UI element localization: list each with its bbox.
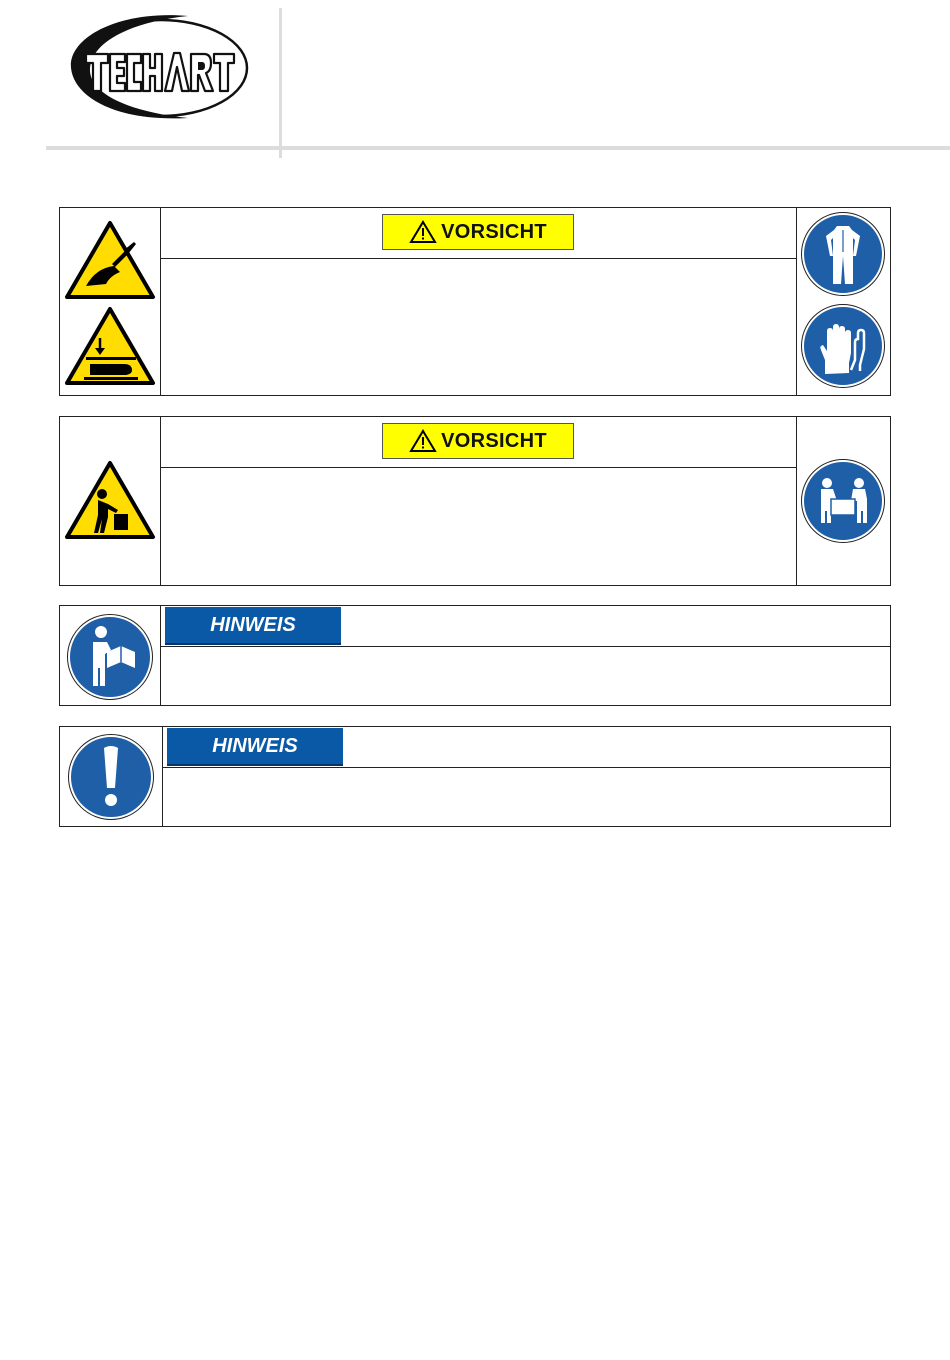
header-divider	[46, 146, 950, 150]
signal-word-text: VORSICHT	[441, 429, 547, 452]
notice-body	[161, 647, 890, 705]
caution-box-2	[59, 416, 891, 586]
notice-body	[163, 768, 890, 826]
caution-body	[161, 468, 796, 585]
techart-logo	[68, 12, 250, 122]
cut-hazard-icon	[64, 220, 156, 300]
notice-box-1	[59, 605, 891, 706]
protective-gloves-icon	[801, 304, 885, 388]
caution-body	[161, 259, 796, 395]
hazard-symbols-column	[60, 208, 161, 395]
heavy-load-hazard-icon	[64, 460, 156, 540]
signal-word-notice: HINWEIS	[165, 607, 341, 645]
caution-title-row	[161, 417, 796, 468]
caution-box-1	[59, 207, 891, 396]
caution-title-row	[161, 208, 796, 259]
mandatory-symbols-column	[60, 606, 161, 705]
notice-title-row	[163, 727, 890, 768]
signal-word-text: VORSICHT	[441, 220, 547, 243]
exclamation-icon	[68, 734, 154, 820]
signal-word-caution	[382, 423, 574, 459]
hazard-symbols-column	[60, 417, 161, 585]
signal-word-caution	[382, 214, 574, 250]
protective-clothing-icon	[801, 212, 885, 296]
mandatory-symbols-column	[796, 208, 890, 395]
signal-word-notice: HINWEIS	[167, 728, 343, 766]
header-divider-vertical	[279, 8, 282, 158]
two-person-lift-icon	[801, 459, 885, 543]
read-manual-icon	[67, 614, 153, 700]
warning-triangle-icon	[409, 220, 437, 244]
mandatory-symbols-column	[796, 417, 890, 585]
notice-title-row	[161, 606, 890, 647]
notice-box-2	[59, 726, 891, 827]
crush-hazard-icon	[64, 306, 156, 386]
mandatory-symbols-column	[60, 727, 163, 826]
warning-triangle-icon	[409, 429, 437, 453]
